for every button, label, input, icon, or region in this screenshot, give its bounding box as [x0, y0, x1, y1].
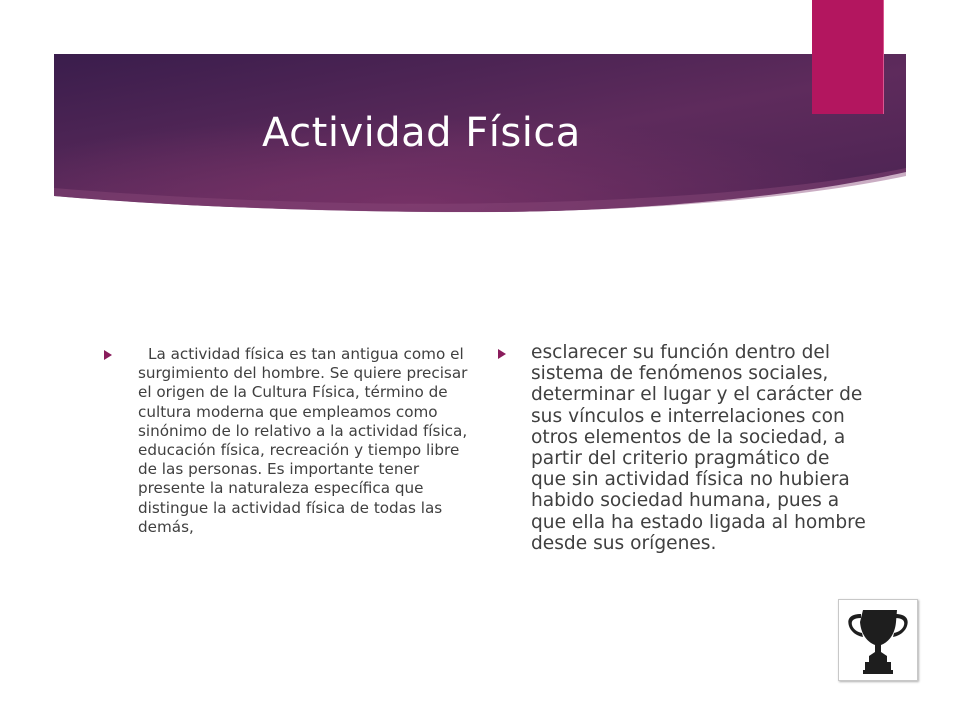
accent-bar: [812, 0, 884, 114]
right-column: [498, 342, 870, 554]
slide-title: Actividad Física: [262, 110, 581, 156]
trophy-icon: [839, 600, 917, 680]
triangle-bullet-icon: [104, 350, 112, 360]
right-column-text: esclarecer su función dentro del sistema de fenómenos sociales, determinar el lugar y el carácter de sus vínculos e interrelaciones con otros elementos de la sociedad, a partir del criterio pragmático de que sin actividad física no hubiera habido sociedad humana, pues a que ella ha estado ligada al hombre desde sus orígenes.: [531, 342, 866, 554]
left-column: [104, 345, 484, 537]
left-column-text: La actividad física es tan antigua como el surgimiento del hombre. Se quiere precisar el origen de la Cultura Física, término de cultura moderna que empleamos como sinónimo de lo relativo a la actividad física, educación física, recreación y tiempo libre de las personas. Es importante tener presente la naturaleza específica que distingue la actividad física de todas las demás,: [138, 345, 468, 536]
trophy-clipart: [838, 599, 918, 681]
triangle-bullet-icon: [498, 349, 506, 359]
